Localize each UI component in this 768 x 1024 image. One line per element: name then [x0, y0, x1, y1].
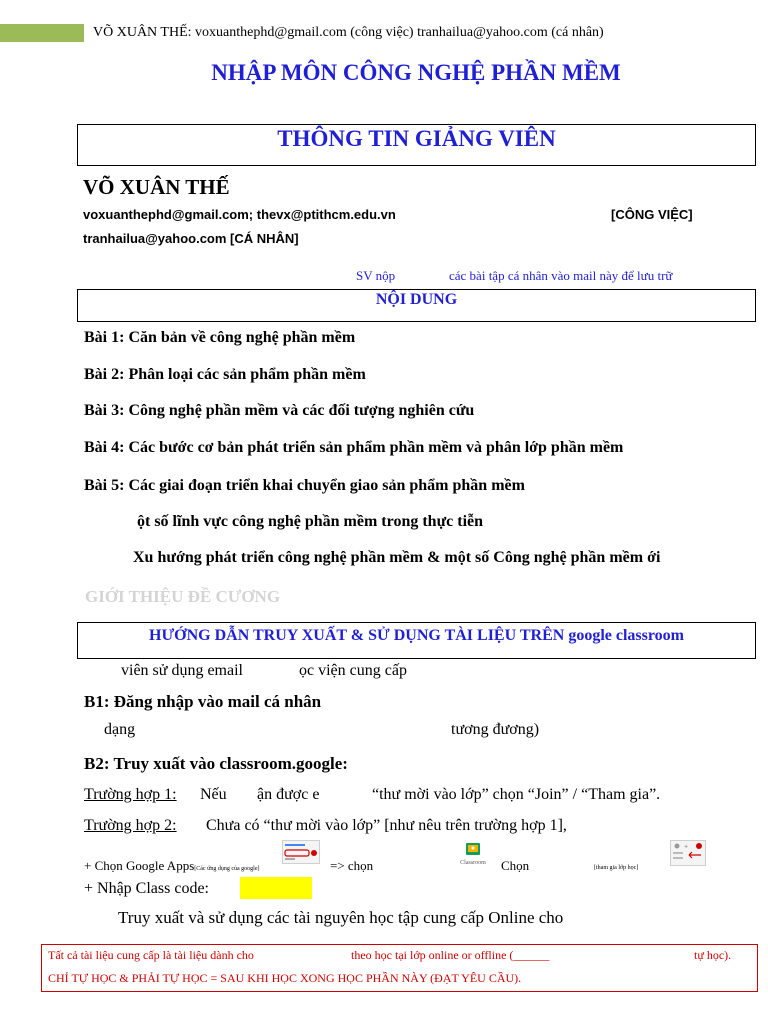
guide-title-tail: google classroom	[568, 627, 684, 644]
guide-title-main: HƯỚNG DẪN TRUY XUẤT & SỬ DỤNG TÀI LIỆU TRÊN	[149, 627, 569, 644]
header-accent-bar	[0, 24, 84, 42]
notice-line-1	[48, 948, 254, 963]
guide-intro-end: ọc viện cung cấp	[299, 662, 407, 679]
lesson-2: Bài 2: Phân loại các sản phẩm phần mềm	[84, 366, 366, 383]
lecturer-name: VÕ XUÂN THẾ	[83, 175, 230, 199]
google-apps-text: + Chọn Google Apps	[84, 858, 195, 873]
google-apps-caption: [Các ứng dụng của google]	[194, 866, 260, 872]
classroom-icon	[466, 843, 480, 855]
case-2-label: Trường hợp 2:	[84, 817, 177, 834]
class-code-highlight	[240, 877, 312, 899]
notice-line-2: CHỈ TỰ HỌC & PHẢI TỰ HỌC = SAU KHI HỌC XONG HỌC PHẦN NÀY (ĐẠT YÊU CẦU).	[48, 971, 522, 985]
lesson-5: Bài 5: Các giai đoạn triển khai chuyển giao sản phẩm phần mềm	[84, 477, 525, 494]
join-class-caption: [tham gia lớp học]	[594, 865, 639, 871]
lesson-7: Xu hướng phát triển công nghệ phần mềm & một số Công nghệ phần mềm ới	[133, 549, 661, 566]
personal-email: tranhailua@yahoo.com [CÁ NHÂN]	[83, 231, 299, 246]
google-apps-instruction	[84, 858, 260, 874]
submission-note-start: SV nộp	[356, 268, 396, 283]
case-1-label: Trường hợp 1:	[84, 786, 177, 803]
step-2-heading: B2: Truy xuất vào classroom.google:	[84, 754, 348, 773]
page-title: NHẬP MÔN CÔNG NGHỆ PHẦN MỀM	[211, 60, 621, 85]
lesson-4: Bài 4: Các bước cơ bản phát triển sản phẩm phần mềm và phân lớp phần mềm	[84, 439, 624, 456]
case-2-text: Chưa có “thư mời vào lớp” [như nêu trên trường hợp 1],	[206, 817, 567, 834]
guide-intro-start: viên sử dụng email	[121, 662, 243, 679]
classroom-caption: Classroom	[460, 860, 486, 866]
case-1-text-start: Nếu	[200, 786, 227, 803]
lecturer-info-title: THÔNG TIN GIẢNG VIÊN	[277, 126, 556, 151]
svg-text:+: +	[684, 844, 689, 850]
google-apps-grid-icon	[283, 841, 319, 863]
notice-line-1-end: tự học).	[694, 948, 732, 962]
lesson-1: Bài 1: Căn bản về công nghệ phần mềm	[84, 329, 356, 346]
work-email-tag: [CÔNG VIỆC]	[611, 207, 693, 222]
google-apps-screenshot	[282, 840, 320, 864]
notice-line-1-start: Tất cả tài liệu cung cấp là tài liệu dành cho	[48, 948, 254, 962]
guide-title	[77, 627, 756, 645]
outline-heading: GIỚI THIỆU ĐỀ CƯƠNG	[85, 587, 281, 606]
lesson-6: ột số lĩnh vực công nghệ phần mềm trong thực tiễn	[137, 513, 484, 530]
step-1-sub-start: dạng	[104, 721, 136, 738]
choose-label: Chọn	[501, 858, 530, 873]
access-resources-text: Truy xuất và sử dụng các tài nguyên học tập cung cấp Online cho	[118, 908, 564, 927]
class-code-label: + Nhập Class code:	[84, 880, 209, 897]
submission-note-end: các bài tập cá nhân vào mail này để lưu trữ	[449, 268, 673, 283]
content-title: NỘI DUNG	[375, 291, 458, 308]
lesson-3: Bài 3: Công nghệ phần mềm và các đối tượng nghiên cứu	[84, 402, 475, 419]
join-class-menu-icon	[671, 841, 705, 865]
join-class-screenshot	[670, 840, 706, 866]
step-1-sub-end: tương đương)	[451, 721, 540, 738]
notice-line-1-middle: theo học tại lớp online or offline (______	[351, 948, 550, 962]
choose-arrow-text: => chọn	[330, 858, 374, 873]
case-1-text-end: “thư mời vào lớp” chọn “Join” / “Tham gia”.	[372, 786, 661, 803]
work-email: voxuanthephd@gmail.com; thevx@ptithcm.edu.vn	[83, 207, 396, 222]
step-1-heading: B1: Đăng nhập vào mail cá nhân	[84, 692, 322, 711]
classroom-app-tile	[455, 843, 491, 871]
case-1-text-middle: ận được e	[257, 786, 320, 803]
header-author-line: VÕ XUÂN THẾ: voxuanthephd@gmail.com (công việc) tranhailua@yahoo.com (cá nhân)	[93, 25, 604, 40]
